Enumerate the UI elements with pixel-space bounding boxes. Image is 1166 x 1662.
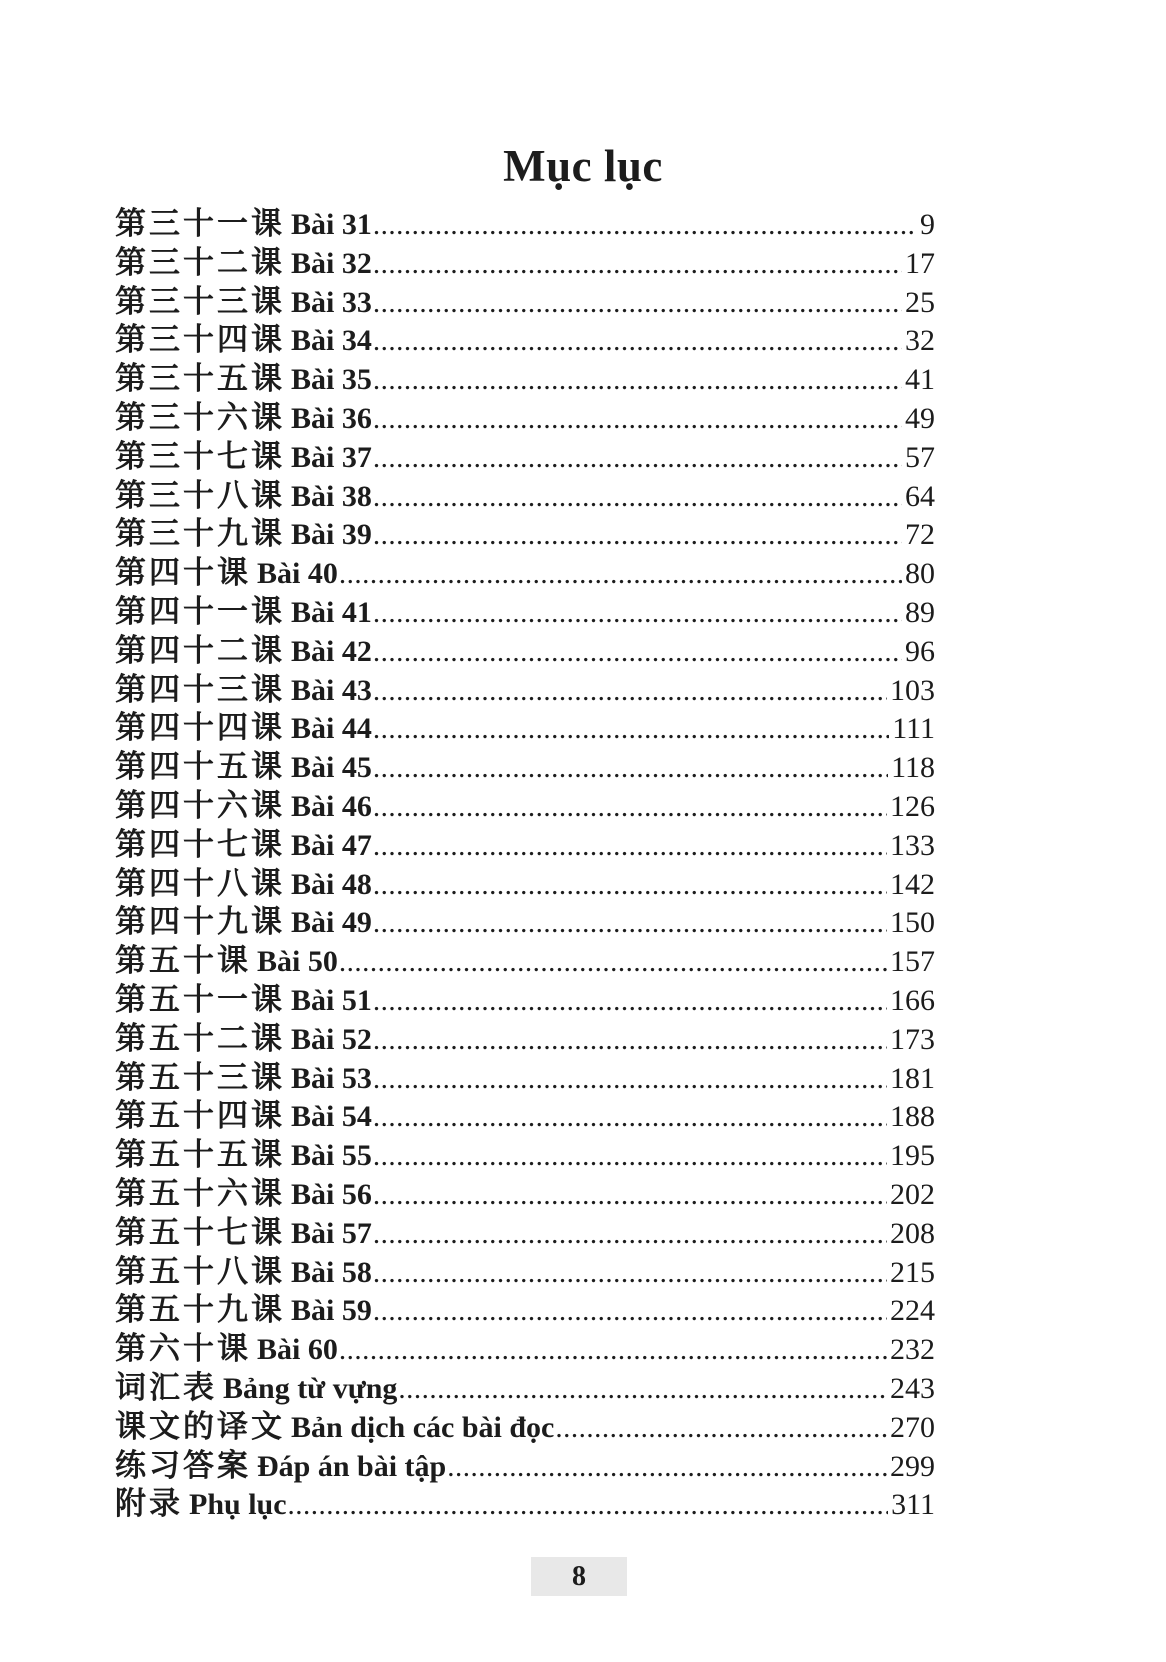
toc-entry-chinese-label: 课文的译文 <box>115 1408 285 1444</box>
dot-leader <box>373 830 887 863</box>
toc-entry-page-number: 157 <box>890 945 935 979</box>
toc-entry-page-number: 111 <box>892 712 935 746</box>
toc-entry-chinese-label: 第四十二课 <box>115 632 285 668</box>
toc-entry-vietnamese-label: Bài 44 <box>291 712 372 746</box>
toc-entry <box>115 1090 935 1134</box>
dot-leader <box>373 1024 887 1057</box>
toc-entry-vietnamese-label: Bài 34 <box>291 324 372 358</box>
toc-entry-page-number: 202 <box>890 1177 935 1211</box>
toc-entry-vietnamese-label: Bài 52 <box>291 1022 372 1056</box>
toc-entry-chinese-label: 第三十七课 <box>115 438 285 474</box>
toc-entry-vietnamese-label: Bài 31 <box>291 208 372 241</box>
toc-entry-chinese-label: 第五十一课 <box>115 981 285 1017</box>
toc-entry-page-number: 142 <box>890 867 935 901</box>
toc-entry-vietnamese-label: Bài 48 <box>291 867 372 901</box>
dot-leader <box>373 364 902 397</box>
toc-entry-page-number: 208 <box>890 1216 935 1250</box>
toc-entry-page-number: 126 <box>890 789 935 823</box>
toc-entry-page-number: 133 <box>890 828 935 862</box>
dot-leader <box>373 248 902 281</box>
toc-entry-vietnamese-label: Bài 50 <box>257 945 338 979</box>
toc-entry-vietnamese-label: Bài 54 <box>291 1100 372 1134</box>
toc-entry-chinese-label: 第五十六课 <box>115 1175 285 1211</box>
toc-entry-vietnamese-label: Bài 60 <box>257 1333 338 1367</box>
toc-entry-chinese-label: 第四十四课 <box>115 710 285 746</box>
page-title: Mục lục <box>503 141 663 191</box>
toc-entry-chinese-label: 第四十一课 <box>115 593 285 629</box>
toc-entry-page-number: 57 <box>905 440 935 474</box>
dot-leader <box>447 1451 887 1484</box>
dot-leader <box>373 713 889 746</box>
toc-entry-vietnamese-label: Bài 45 <box>291 751 372 785</box>
toc-entry-chinese-label: 词汇表 <box>115 1369 217 1405</box>
toc-entry-page-number: 64 <box>905 479 935 513</box>
toc-entry-chinese-label: 第四十八课 <box>115 865 285 901</box>
toc-entry-page-number: 270 <box>890 1410 935 1444</box>
toc-entry-vietnamese-label: Đáp án bài tập <box>257 1449 447 1483</box>
toc-entry-chinese-label: 第三十三课 <box>115 283 285 319</box>
dot-leader <box>373 519 902 552</box>
toc-entry-vietnamese-label: Bài 37 <box>291 440 372 474</box>
toc-entry-page-number: 89 <box>905 595 935 629</box>
toc-entry <box>115 1207 935 1250</box>
toc-entry-chinese-label: 第三十五课 <box>115 361 285 397</box>
footer-page-number: 8 <box>572 1560 586 1592</box>
toc-entry-page-number: 41 <box>905 363 935 397</box>
toc-entry-vietnamese-label: Bài 55 <box>291 1139 372 1173</box>
dot-leader <box>373 325 902 358</box>
dot-leader <box>373 636 902 669</box>
toc-entry <box>115 625 935 668</box>
toc-entry-vietnamese-label: Bài 59 <box>291 1294 372 1328</box>
toc-entry-vietnamese-label: Bài 58 <box>291 1255 372 1289</box>
dot-leader <box>398 1373 887 1406</box>
toc-entry <box>115 353 935 397</box>
toc-entry-page-number: 299 <box>890 1449 935 1483</box>
toc-entry-chinese-label: 第四十课 <box>115 555 251 591</box>
toc-entry-page-number: 232 <box>890 1333 935 1367</box>
toc-entry <box>115 508 935 552</box>
toc-entry-vietnamese-label: Bài 38 <box>291 479 372 513</box>
toc-entry <box>115 1440 935 1483</box>
dot-leader <box>373 1140 887 1173</box>
dot-leader <box>373 1063 887 1096</box>
dot-leader <box>373 1179 887 1212</box>
toc-entry <box>115 974 935 1017</box>
toc-entry-page-number: 195 <box>890 1139 935 1173</box>
toc-entry-page-number: 118 <box>891 751 935 785</box>
toc-entry <box>115 741 935 785</box>
dot-leader <box>339 558 902 591</box>
dot-leader <box>373 442 902 475</box>
toc-entry-vietnamese-label: Bài 39 <box>291 518 372 552</box>
toc-entry-chinese-label: 第六十课 <box>115 1331 251 1367</box>
toc-entry-page-number: 32 <box>905 324 935 358</box>
toc-entry-page-number: 150 <box>890 906 935 940</box>
toc-entry-chinese-label: 第三十二课 <box>115 244 285 280</box>
toc-entry-vietnamese-label: Bài 47 <box>291 828 372 862</box>
toc-entry <box>115 392 935 435</box>
toc-entry-chinese-label: 附录 <box>115 1486 183 1522</box>
toc-entry-vietnamese-label: Bài 49 <box>291 906 372 940</box>
toc-entry-page-number: 17 <box>905 246 935 280</box>
toc-entry-vietnamese-label: Bài 46 <box>291 789 372 823</box>
toc-entry-vietnamese-label: Phụ lục <box>189 1488 287 1522</box>
toc-entry <box>115 586 935 629</box>
toc-entry <box>115 1013 935 1056</box>
toc-entry-vietnamese-label: Bài 32 <box>291 246 372 280</box>
dot-leader <box>373 1295 887 1328</box>
toc-entry-chinese-label: 第五十课 <box>115 943 251 979</box>
dot-leader <box>373 597 902 630</box>
toc-entry-chinese-label: 第四十九课 <box>115 904 285 940</box>
toc-entry-vietnamese-label: Bài 35 <box>291 363 372 397</box>
toc-entry <box>115 1284 935 1328</box>
toc-entry-vietnamese-label: Bài 57 <box>291 1216 372 1250</box>
dot-leader <box>373 287 902 320</box>
toc-entry-page-number: 166 <box>890 983 935 1017</box>
dot-leader <box>373 1101 887 1134</box>
dot-leader <box>373 907 887 940</box>
toc-entry <box>115 896 935 940</box>
toc-entry <box>115 431 935 474</box>
toc-entry-page-number: 103 <box>890 673 935 707</box>
dot-leader <box>339 946 887 979</box>
toc-entry-vietnamese-label: Bài 41 <box>291 595 372 629</box>
toc-entry <box>115 237 935 280</box>
toc-entry-chinese-label: 练习答案 <box>115 1447 251 1483</box>
toc-entry <box>115 1323 935 1367</box>
dot-leader <box>373 1218 887 1251</box>
toc-entry-vietnamese-label: Bài 42 <box>291 634 372 668</box>
dot-leader <box>373 209 917 242</box>
toc-entry-chinese-label: 第三十八课 <box>115 477 285 513</box>
toc-entry-chinese-label: 第五十七课 <box>115 1214 285 1250</box>
toc-entry-chinese-label: 第四十五课 <box>115 749 285 785</box>
toc-entry <box>115 1129 935 1173</box>
toc-entry-page-number: 243 <box>890 1371 935 1405</box>
toc-list <box>115 198 935 1522</box>
toc-entry-vietnamese-label: Bài 56 <box>291 1177 372 1211</box>
dot-leader <box>288 1489 889 1522</box>
toc-entry <box>115 780 935 823</box>
toc-entry-chinese-label: 第三十一课 <box>115 206 285 241</box>
toc-entry-chinese-label: 第五十九课 <box>115 1292 285 1328</box>
toc-entry-chinese-label: 第三十九课 <box>115 516 285 552</box>
toc-entry-vietnamese-label: Bài 51 <box>291 983 372 1017</box>
dot-leader <box>373 481 902 514</box>
toc-entry-chinese-label: 第五十三课 <box>115 1059 285 1095</box>
toc-entry-chinese-label: 第三十四课 <box>115 322 285 358</box>
toc-entry <box>115 198 935 241</box>
toc-entry <box>115 664 935 707</box>
toc-entry <box>115 702 935 746</box>
dot-leader <box>373 403 902 436</box>
toc-entry-page-number: 96 <box>905 634 935 668</box>
toc-entry <box>115 1052 935 1095</box>
dot-leader <box>373 985 887 1018</box>
toc-entry-chinese-label: 第五十五课 <box>115 1137 285 1173</box>
dot-leader <box>373 1257 887 1290</box>
toc-entry-chinese-label: 第四十六课 <box>115 787 285 823</box>
toc-entry-chinese-label: 第四十七课 <box>115 826 285 862</box>
toc-entry <box>115 470 935 513</box>
toc-entry-chinese-label: 第五十八课 <box>115 1253 285 1289</box>
toc-entry-chinese-label: 第五十四课 <box>115 1098 285 1134</box>
dot-leader <box>373 752 888 785</box>
toc-entry-vietnamese-label: Bài 43 <box>291 673 372 707</box>
toc-entry-page-number: 173 <box>890 1022 935 1056</box>
toc-entry <box>115 858 935 901</box>
toc-entry-vietnamese-label: Bài 36 <box>291 401 372 435</box>
page-number-footer <box>531 1557 627 1596</box>
toc-entry <box>115 276 935 319</box>
toc-entry <box>115 547 935 591</box>
toc-entry-page-number: 311 <box>891 1488 935 1522</box>
toc-entry-page-number: 80 <box>905 557 935 591</box>
dot-leader <box>373 869 887 902</box>
toc-entry-page-number: 72 <box>905 518 935 552</box>
toc-entry-page-number: 49 <box>905 401 935 435</box>
toc-entry-vietnamese-label: Bài 53 <box>291 1061 372 1095</box>
toc-entry <box>115 1401 935 1444</box>
toc-entry <box>115 819 935 862</box>
toc-entry-vietnamese-label: Bài 40 <box>257 557 338 591</box>
toc-entry-vietnamese-label: Bản dịch các bài đọc <box>291 1410 555 1444</box>
dot-leader <box>555 1412 887 1445</box>
toc-entry-page-number: 188 <box>890 1100 935 1134</box>
toc-entry-page-number: 224 <box>890 1294 935 1328</box>
toc-entry-vietnamese-label: Bài 33 <box>291 285 372 319</box>
toc-entry-vietnamese-label: Bảng từ vựng <box>223 1371 398 1405</box>
toc-entry-page-number: 9 <box>920 208 935 241</box>
dot-leader <box>339 1334 887 1367</box>
toc-entry <box>115 935 935 979</box>
toc-entry <box>115 1168 935 1211</box>
toc-entry <box>115 1246 935 1289</box>
toc-entry-page-number: 215 <box>890 1255 935 1289</box>
toc-entry-page-number: 181 <box>890 1061 935 1095</box>
toc-entry-chinese-label: 第四十三课 <box>115 671 285 707</box>
toc-entry-chinese-label: 第三十六课 <box>115 399 285 435</box>
toc-entry <box>115 314 935 358</box>
toc-entry-chinese-label: 第五十二课 <box>115 1020 285 1056</box>
dot-leader <box>373 675 887 708</box>
dot-leader <box>373 791 887 824</box>
toc-entry-page-number: 25 <box>905 285 935 319</box>
